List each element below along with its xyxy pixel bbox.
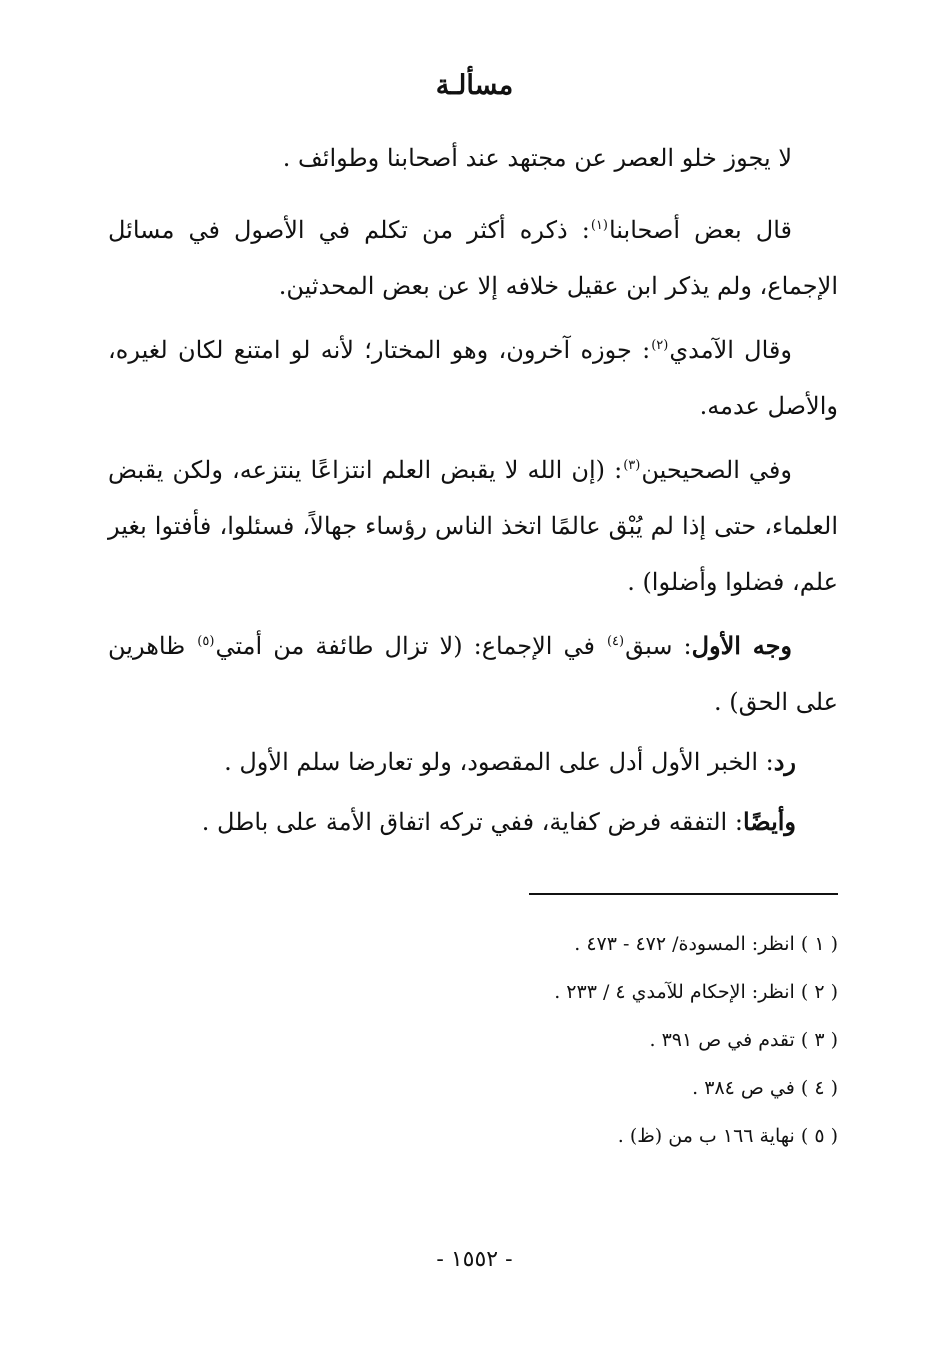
footnote-divider: [529, 893, 838, 895]
paragraph-7-heading: وأيضًا: [742, 807, 796, 836]
paragraph-4-lead: وفي الصحيحين: [641, 456, 792, 484]
footnotes: [108, 920, 838, 1160]
paragraph-6-heading: رد: [773, 747, 796, 776]
paragraph-3: [108, 322, 838, 434]
paragraph-5-text-a: : سبق: [625, 632, 692, 660]
paragraph-1: [108, 130, 838, 186]
footnote-1: ( ١ ) انظر: المسودة/ ٤٧٢ - ٤٧٣ .: [574, 933, 838, 955]
footnote-ref-1[interactable]: (١): [590, 218, 608, 233]
footnote-4: ( ٤ ) في ص ٣٨٤ .: [692, 1077, 838, 1099]
paragraph-1-text: لا يجوز خلو العصر عن مجتهد عند أصحابنا وطوائف .: [282, 144, 792, 172]
paragraph-7: [108, 794, 838, 850]
paragraph-4-text: : (إن الله لا يقبض العلم انتزاعًا ينتزعه، ولكن يقبض العلماء، حتى إذا لم يُبْق عالمًا اتخذ الناس رؤساء جهالاً، فسئلوا، فأفتوا بغير علم، فضلوا وأضلوا) .: [108, 456, 838, 596]
footnote-ref-2[interactable]: (٢): [651, 338, 669, 353]
paragraph-5: [108, 618, 838, 730]
paragraph-2-text: : ذكره أكثر من تكلم في الأصول في مسائل الإجماع، ولم يذكر ابن عقيل خلافه إلا عن بعض المحدثين.: [108, 216, 838, 300]
paragraph-6-text: : الخبر الأول أدل على المقصود، ولو تعارضا سلم الأول .: [224, 748, 774, 776]
paragraph-4: [108, 442, 838, 610]
paragraph-3-lead: وقال الآمدي: [669, 336, 792, 364]
page-title: مسألـة: [435, 70, 514, 101]
page-number: - ١٥٥٢ -: [436, 1247, 513, 1272]
paragraph-6: [108, 734, 838, 790]
footnote-ref-3[interactable]: (٣): [623, 458, 641, 473]
paragraph-2: [108, 202, 838, 314]
body-text: [108, 130, 838, 858]
footnote-ref-4[interactable]: (٤): [606, 634, 625, 649]
paragraph-5-text-c: ظاهرين على الحق) .: [108, 632, 838, 716]
paragraph-5-text-b: في الإجماع: (لا تزال طائفة من أمتي: [215, 632, 606, 660]
paragraph-5-heading: وجه الأول: [691, 631, 793, 660]
footnote-5: ( ٥ ) نهاية ١٦٦ ب من (ظ) .: [617, 1125, 838, 1147]
footnote-2: ( ٢ ) انظر: الإحكام للآمدي ٤ / ٢٣٣ .: [554, 981, 838, 1003]
footnote-ref-5[interactable]: (٥): [197, 634, 215, 649]
paragraph-3-text: : جوزه آخرون، وهو المختار؛ لأنه لو امتنع لكان لغيره، والأصل عدمه.: [108, 336, 838, 420]
paragraph-7-text: : التفقه فرض كفاية، ففي تركه اتفاق الأمة على باطل .: [201, 808, 743, 836]
footnote-3: ( ٣ ) تقدم في ص ٣٩١ .: [649, 1029, 838, 1051]
paragraph-2-lead: قال بعض أصحابنا: [608, 216, 792, 244]
